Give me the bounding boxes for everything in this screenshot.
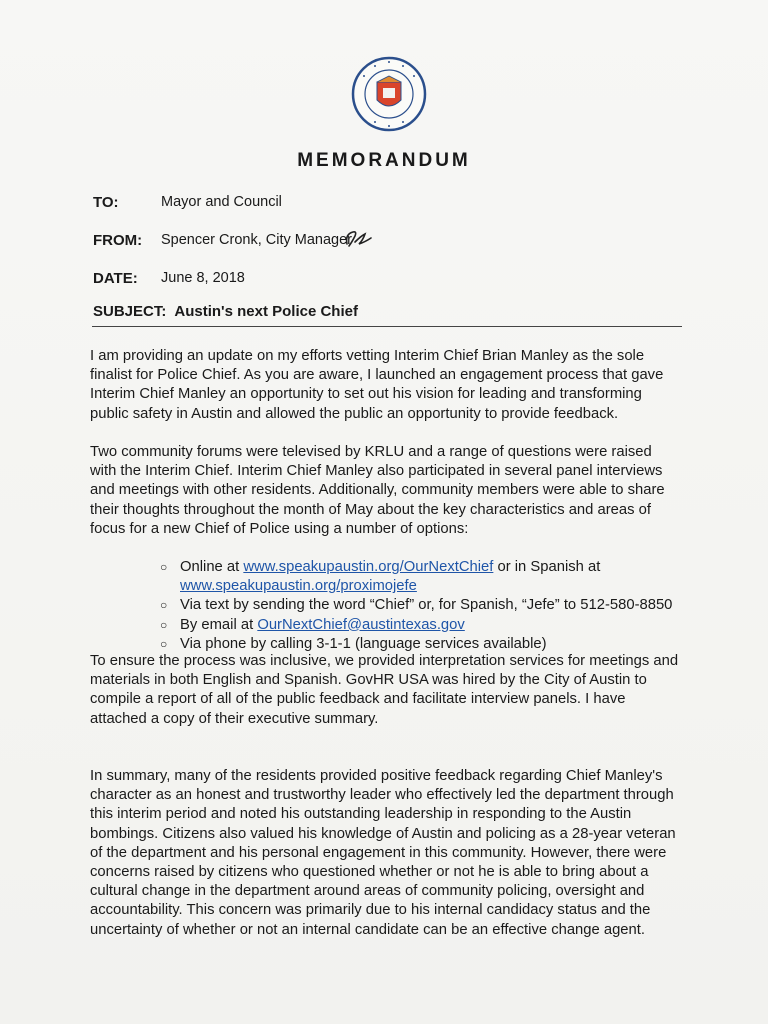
date-label: DATE:: [93, 270, 138, 287]
from-value: Spencer Cronk, City Manager: [161, 232, 352, 248]
bullet-icon: ○: [160, 617, 168, 632]
memo-title: MEMORANDUM: [297, 150, 471, 171]
subject-line: [93, 303, 358, 320]
header-divider: [92, 326, 682, 327]
feedback-options-list: [160, 558, 700, 654]
option-email-text: By email at: [180, 616, 258, 633]
date-value: June 8, 2018: [161, 270, 245, 286]
paragraph-forums: Two community forums were televised by KRLU and a range of questions were raised with the Interim Chief. Interim Chief Manley also participated in several panel interviews and meetings with other residents. Additionally, community members were able to share their thoughts throughout the month of May about the key characteristics and areas of focus for a new Chief of Police using a number of options:: [90, 444, 665, 537]
list-item: [160, 616, 700, 635]
bullet-icon: ○: [160, 560, 168, 574]
option-text-message: Via text by sending the word “Chief” or, for Spanish, “Jefe” to 512-580-8850: [180, 597, 673, 614]
paragraph-inclusive: To ensure the process was inclusive, we provided interpretation services for meetings and materials in both English and Spanish. GovHR USA was hired by the City of Austin to compile a report of all of the public feedback and facilitate interview panels. I have attached a copy of their executive summary.: [90, 653, 679, 727]
option-phone-text: Via phone by calling 3-1-1 (language services available): [180, 635, 547, 652]
option-online-spanish-text: or in Spanish at: [493, 559, 601, 575]
to-label: TO:: [93, 194, 119, 211]
speakupaustin-english-link[interactable]: www.speakupaustin.org/OurNextChief: [243, 559, 494, 575]
bullet-icon: ○: [160, 598, 168, 613]
subject-value: Austin's next Police Chief: [174, 303, 358, 320]
list-item: [160, 558, 700, 596]
paragraph-intro: I am providing an update on my efforts vetting Interim Chief Brian Manley as the sole finalist for Police Chief. As you are aware, I launched an engagement process that gave Interim Chief Manley an opportunity to set out his vision for leading and transforming public safety in Austin and allowed the public an opportunity to provide feedback.: [90, 348, 664, 422]
handwritten-initials: [343, 226, 373, 252]
speakupaustin-spanish-link[interactable]: www.speakupaustin.org/proximojefe: [180, 578, 417, 595]
email-link[interactable]: OurNextChief@austintexas.gov: [257, 616, 465, 633]
from-label: FROM:: [93, 232, 143, 249]
list-item: [160, 596, 700, 615]
option-online-text: Online at: [180, 559, 244, 575]
subject-label: SUBJECT:: [93, 303, 167, 320]
to-value: Mayor and Council: [161, 194, 282, 210]
bullet-icon: ○: [160, 636, 168, 651]
city-of-austin-seal: [351, 56, 427, 132]
paragraph-summary: In summary, many of the residents provided positive feedback regarding Chief Manley's character as an honest and trustworthy leader who effectively led the department through this interim period and noted his outstanding leadership in responding to the Austin bombings. Citizens also valued his knowledge of Austin and policing as a 28-year veteran of the department and his personal engagement in this community. However, there were concerns raised by citizens who questioned whether or not he is able to bring about a cultural change in the department around areas of community policing, oversight and accountability. This concern was primarily due to his internal candidacy status and the uncertainty of whether or not an internal candidate can be an effective change agent.: [90, 768, 676, 938]
